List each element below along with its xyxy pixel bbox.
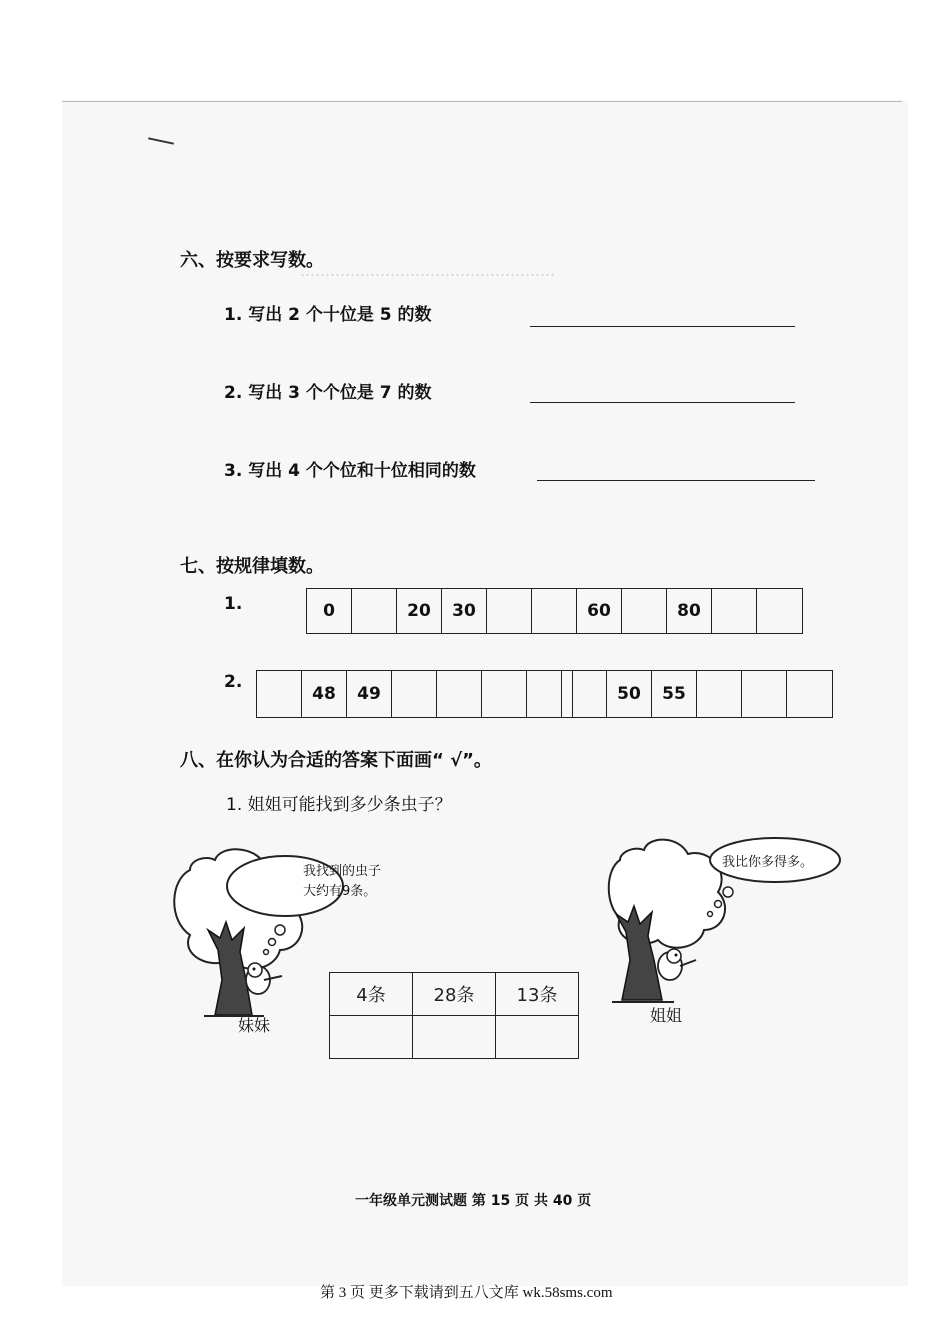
row2b-cell[interactable]: [562, 671, 607, 717]
section6-item-3: 3. 写出 4 个个位和十位相同的数: [224, 461, 476, 481]
bleed-through-text: ……………………………………………: [300, 262, 555, 280]
row1-cell: 30: [442, 589, 487, 633]
row1-cell[interactable]: [532, 589, 577, 633]
bubble-right-text: 我比你多得多。: [722, 855, 814, 870]
section8-question: 1. 姐姐可能找到多少条虫子？: [226, 795, 452, 815]
row2b-cell[interactable]: [787, 671, 832, 717]
row2b-cell: 50: [607, 671, 652, 717]
check-cell-3[interactable]: [496, 1016, 579, 1059]
row1-label: 1.: [224, 594, 243, 614]
row1-cell: 0: [307, 589, 352, 633]
sequence-row-2a: [256, 670, 573, 718]
row1-cell[interactable]: [712, 589, 757, 633]
row1-cell[interactable]: [622, 589, 667, 633]
row2a-cell: 49: [347, 671, 392, 717]
bubble-left-line2: 大约有9条。: [303, 884, 377, 899]
section7-title: 七、按规律填数。: [180, 556, 324, 577]
option-28: 28条: [413, 973, 496, 1016]
row1-cell[interactable]: [757, 589, 802, 633]
section6-title: 六、按要求写数。: [180, 250, 324, 271]
option-4: 4条: [330, 973, 413, 1016]
answer-line-2[interactable]: [530, 402, 795, 403]
section6-item-2: 2. 写出 3 个个位是 7 的数: [224, 383, 432, 403]
row2b-cell[interactable]: [697, 671, 742, 717]
row2a-cell[interactable]: [257, 671, 302, 717]
row1-cell: 20: [397, 589, 442, 633]
row2a-cell: 48: [302, 671, 347, 717]
bubble-left-line1: 我找到的虫子: [303, 864, 382, 879]
row2a-cell[interactable]: [437, 671, 482, 717]
sequence-row-1: [306, 588, 803, 634]
answer-line-3[interactable]: [537, 480, 815, 481]
row2a-cell[interactable]: [392, 671, 437, 717]
scan-edge-line: [62, 101, 902, 102]
answer-options-table: [329, 972, 579, 1059]
row1-cell[interactable]: [352, 589, 397, 633]
answer-line-1[interactable]: [530, 326, 795, 327]
row2b-cell[interactable]: [742, 671, 787, 717]
section6-item-1: 1. 写出 2 个十位是 5 的数: [224, 305, 432, 325]
download-note: 第 3 页 更多下载请到五八文库 wk.58sms.com: [320, 1285, 613, 1301]
row2b-cell: 55: [652, 671, 697, 717]
check-cell-1[interactable]: [330, 1016, 413, 1059]
label-jiejie: 姐姐: [650, 1006, 683, 1025]
row2a-cell[interactable]: [482, 671, 527, 717]
option-13: 13条: [496, 973, 579, 1016]
sequence-row-2b: [561, 670, 833, 718]
label-meimei: 妹妹: [238, 1016, 271, 1035]
check-cell-2[interactable]: [413, 1016, 496, 1059]
row2-label: 2.: [224, 672, 243, 692]
row1-cell: 60: [577, 589, 622, 633]
row1-cell: 80: [667, 589, 712, 633]
section8-title: 八、在你认为合适的答案下面画“ √”。: [180, 750, 492, 771]
row1-cell[interactable]: [487, 589, 532, 633]
page-footer: 一年级单元测试题 第 15 页 共 40 页: [355, 1193, 592, 1209]
